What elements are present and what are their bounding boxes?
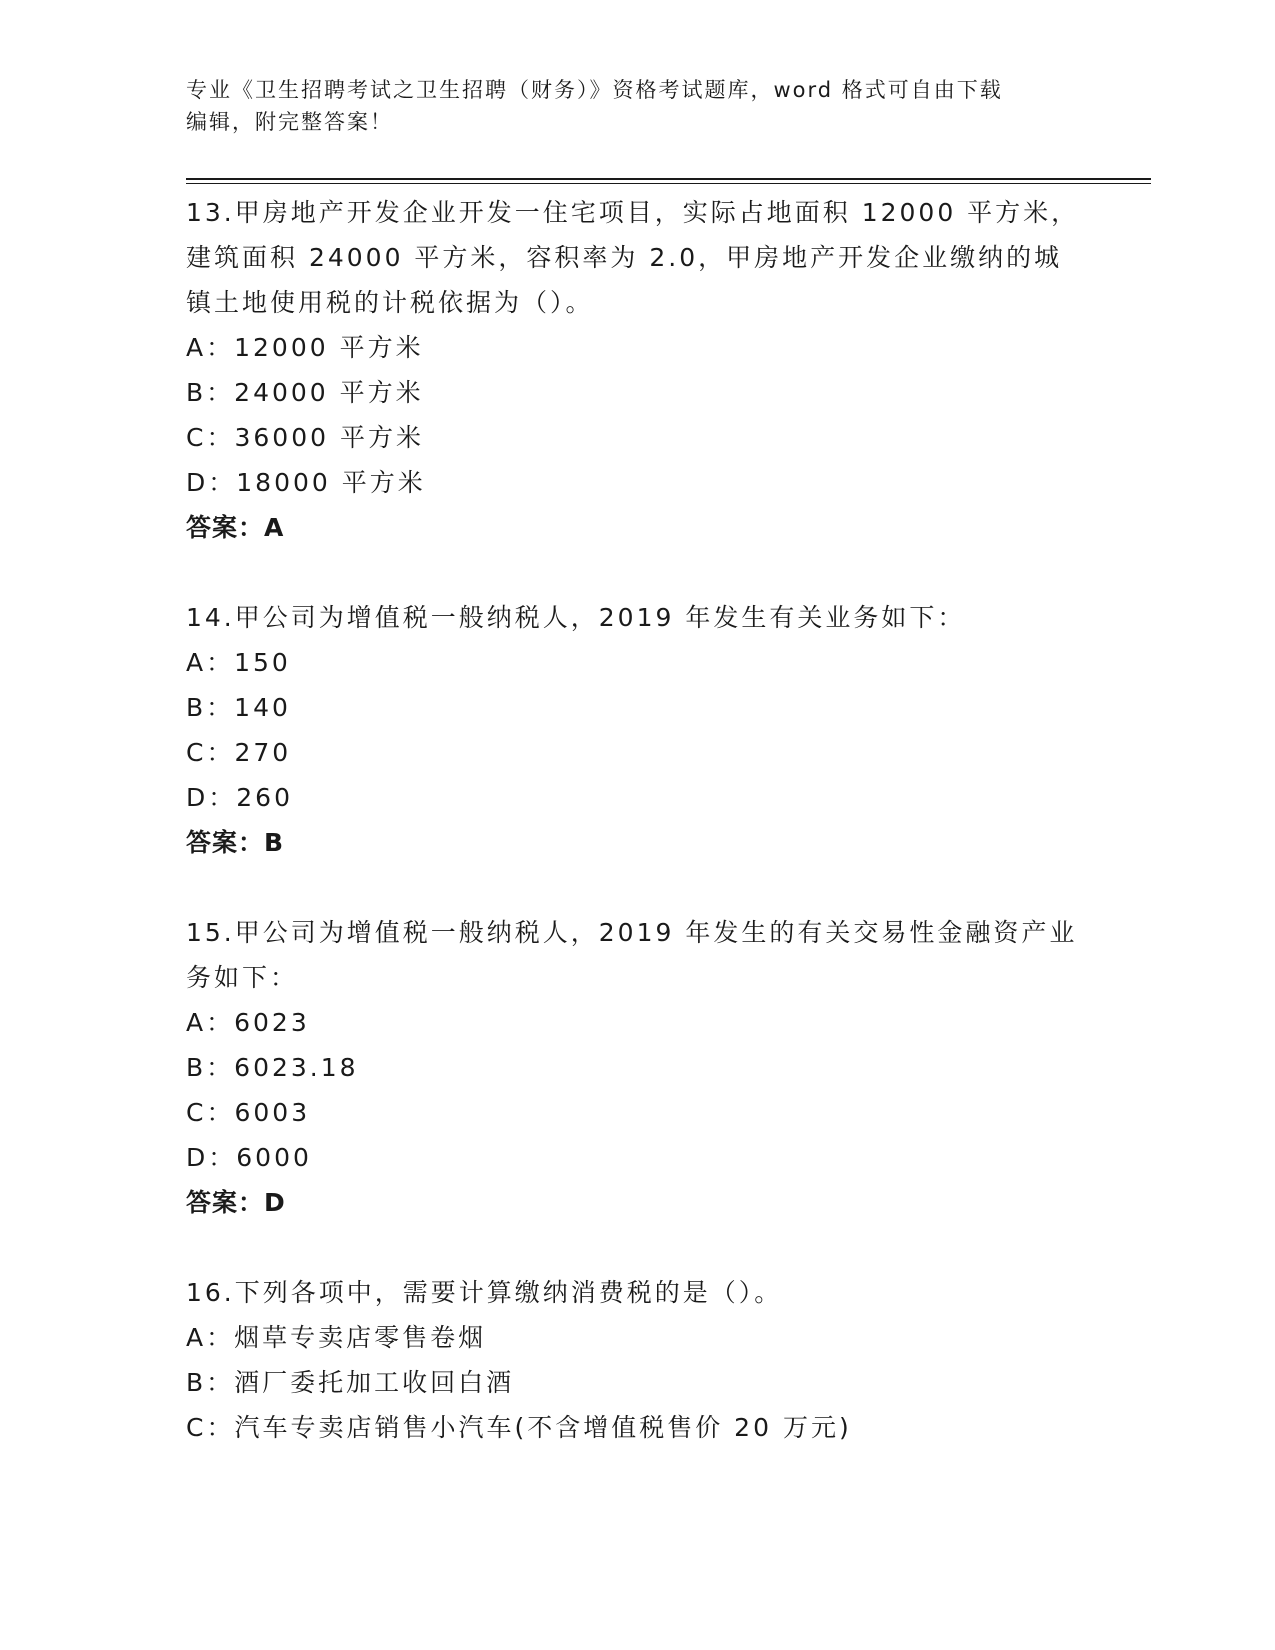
option-text: 24000 平方米: [234, 378, 424, 407]
option-text: 150: [234, 648, 291, 677]
option-c: C：270: [186, 738, 292, 767]
option-c: C：汽车专卖店销售小汽车(不含增值税售价 20 万元): [186, 1413, 852, 1442]
option-text: 烟草专卖店零售卷烟: [234, 1323, 487, 1352]
option-b: B：酒厂委托加工收回白酒: [186, 1368, 515, 1397]
option-a: A：6023: [186, 1008, 310, 1037]
answer-line: 答案：B: [186, 828, 285, 857]
option-text: 6000: [236, 1143, 312, 1172]
option-key: C: [186, 738, 207, 767]
option-text: 6003: [234, 1098, 311, 1127]
option-text: 36000 平方米: [234, 423, 424, 452]
option-key: B: [186, 1368, 207, 1397]
option-b: B：24000 平方米: [186, 378, 424, 407]
question-item: [186, 1270, 1086, 1450]
option-key: D: [186, 783, 209, 812]
option-key: A: [186, 1008, 207, 1037]
option-key: B: [186, 1053, 207, 1082]
header-line-2: 编辑，附完整答案！: [186, 110, 393, 134]
option-a: A：150: [186, 648, 291, 677]
option-d: D：260: [186, 783, 293, 812]
option-c: C：36000 平方米: [186, 423, 424, 452]
option-text: 酒厂委托加工收回白酒: [234, 1368, 515, 1397]
option-text: 6023: [234, 1008, 310, 1037]
option-b: B：140: [186, 693, 291, 722]
option-a: A：12000 平方米: [186, 333, 424, 362]
question-list: [186, 190, 1086, 1450]
option-key: C: [186, 1098, 207, 1127]
option-a: A：烟草专卖店零售卷烟: [186, 1323, 487, 1352]
question-item: [186, 595, 1086, 865]
page-header: [186, 74, 1086, 138]
option-key: C: [186, 1413, 207, 1442]
question-item: [186, 910, 1086, 1225]
question-stem: 15.甲公司为增值税一般纳税人，2019 年发生的有关交易性金融资产业务如下：: [186, 918, 1078, 992]
question-stem: 16.下列各项中，需要计算缴纳消费税的是（）。: [186, 1278, 783, 1307]
answer-line: 答案：D: [186, 1188, 286, 1217]
option-key: A: [186, 333, 207, 362]
option-text: 12000 平方米: [234, 333, 424, 362]
option-text: 270: [234, 738, 292, 767]
option-text: 18000 平方米: [236, 468, 426, 497]
option-key: A: [186, 1323, 207, 1352]
header-rule-thick: [186, 178, 1151, 180]
option-key: A: [186, 648, 207, 677]
question-stem: 14.甲公司为增值税一般纳税人，2019 年发生有关业务如下：: [186, 603, 966, 632]
question-item: [186, 190, 1086, 550]
option-key: D: [186, 1143, 209, 1172]
option-key: B: [186, 693, 207, 722]
option-d: D：6000: [186, 1143, 312, 1172]
option-c: C：6003: [186, 1098, 311, 1127]
option-key: C: [186, 423, 207, 452]
option-text: 汽车专卖店销售小汽车(不含增值税售价 20 万元): [234, 1413, 852, 1442]
option-d: D：18000 平方米: [186, 468, 426, 497]
option-key: B: [186, 378, 207, 407]
option-text: 6023.18: [234, 1053, 359, 1082]
answer-line: 答案：A: [186, 513, 285, 542]
option-text: 260: [236, 783, 293, 812]
option-key: D: [186, 468, 209, 497]
question-stem: 13.甲房地产开发企业开发一住宅项目，实际占地面积 12000 平方米，建筑面积 24000 平方米，容积率为 2.0，甲房地产开发企业缴纳的城镇土地使用税的计税依据为（）。: [186, 198, 1080, 317]
option-text: 140: [234, 693, 291, 722]
header-line-1: 专业《卫生招聘考试之卫生招聘（财务）》资格考试题库，word 格式可自由下载: [186, 78, 1003, 102]
option-b: B：6023.18: [186, 1053, 359, 1082]
header-rule-thin: [186, 183, 1151, 184]
